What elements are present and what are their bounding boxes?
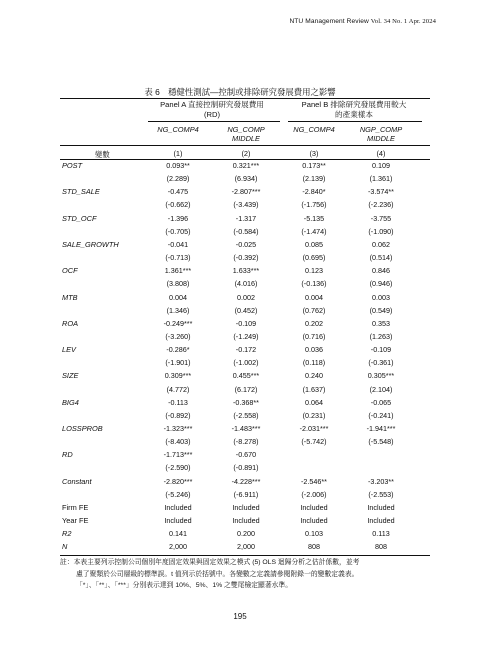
summary-cell: 0.141 <box>169 529 187 539</box>
coefficient-cell: -0.025 <box>235 239 257 249</box>
variable-name: LOSSPROB <box>62 424 103 433</box>
header-rule <box>60 145 430 146</box>
variable-name: Firm FE <box>62 502 89 512</box>
variable-name: MTB <box>62 292 78 302</box>
coefficient-cell: -3.574** <box>368 187 394 197</box>
coefficient-cell: -0.065 <box>370 397 392 407</box>
panel-a-line2: (RD) <box>203 109 221 119</box>
coefficient-cell: -0.368** <box>233 397 259 407</box>
t-value-cell: (-0.361) <box>368 358 394 368</box>
variable-name: BIG4 <box>62 397 79 407</box>
t-value-cell: (6.934) <box>234 174 258 184</box>
coefficient-cell: -1.483*** <box>231 424 261 433</box>
t-value-cell: (2.139) <box>302 174 326 184</box>
journal-volume: Vol. 34 No. 1 Apr. 2024 <box>370 18 436 25</box>
running-header <box>289 18 436 25</box>
variable-name: Year FE <box>62 516 89 526</box>
t-value-cell: (-2.558) <box>233 410 259 420</box>
t-value-cell: (-5.742) <box>301 437 327 447</box>
t-value-cell: (0.695) <box>302 253 326 263</box>
t-value-cell: (-1.249) <box>233 331 259 341</box>
t-value-cell: (0.716) <box>302 331 326 341</box>
t-value-cell: (-1.002) <box>233 358 259 368</box>
coefficient-cell: 0.173** <box>302 161 326 170</box>
coefficient-cell: -3.203** <box>368 476 394 486</box>
variable-name: ROA <box>62 318 79 328</box>
coefficient-cell: -1.941*** <box>366 424 396 433</box>
t-value-cell: (-1.090) <box>368 226 394 236</box>
summary-cell: Included <box>232 516 260 526</box>
coefficient-cell: -1.317 <box>235 213 257 223</box>
variable-name: N <box>62 542 68 552</box>
t-value-cell: (4.016) <box>234 279 258 289</box>
t-value-cell: (-0.713) <box>165 253 191 263</box>
coefficient-cell: 0.004 <box>305 292 323 302</box>
coefficient-cell: -2.820*** <box>163 476 193 486</box>
t-value-cell: (-5.548) <box>368 437 394 447</box>
summary-cell: Included <box>300 516 328 526</box>
coefficient-cell: -0.249*** <box>163 318 193 328</box>
panel-b-line1: Panel B 排除研究發展費用較大 <box>301 100 407 109</box>
coefficient-cell: 0.309*** <box>164 371 192 381</box>
variable-name: RD <box>62 450 73 460</box>
variable-name: LEV <box>62 345 76 355</box>
coefficient-cell: 0.353 <box>372 318 390 328</box>
panel-b-line2: 的產業樣本 <box>335 109 373 119</box>
coefficient-cell: 0.064 <box>305 397 323 407</box>
summary-cell: 0.103 <box>305 529 323 539</box>
t-value-cell: (4.772) <box>166 384 190 394</box>
coefficient-cell: 0.123 <box>305 266 323 276</box>
summary-cell: Included <box>300 502 328 512</box>
t-value-cell: (-3.439) <box>233 200 259 210</box>
coefficient-cell: -3.755 <box>370 213 392 223</box>
t-value-cell: (-2.553) <box>368 489 394 499</box>
t-value-cell: (-0.705) <box>165 226 191 236</box>
summary-cell: 808 <box>308 542 320 552</box>
t-value-cell: (-2.590) <box>165 463 191 473</box>
coefficient-cell: 1.633*** <box>232 266 260 276</box>
table-note <box>60 557 432 592</box>
coefficient-cell: -2.031*** <box>299 424 329 433</box>
variable-name: POST <box>62 161 83 170</box>
bottom-rule <box>60 555 430 556</box>
t-value-cell: (-1.474) <box>301 226 327 236</box>
variable-name: SIZE <box>62 371 79 381</box>
t-value-cell: (-0.136) <box>301 279 327 289</box>
t-value-cell: (-8.278) <box>233 437 259 447</box>
t-value-cell: (0.549) <box>369 305 393 315</box>
variable-name: SALE_GROWTH <box>62 239 119 249</box>
col-head-3-line1: NG_COMP4 <box>293 125 335 134</box>
coefficient-cell: -0.286* <box>166 345 190 355</box>
col-head-1 <box>143 125 213 134</box>
top-rule <box>60 98 430 99</box>
panel-a-line1: Panel A 直接控制研究發展費用 <box>160 100 264 109</box>
coefficient-cell: -0.113 <box>168 397 188 407</box>
t-value-cell: (-0.241) <box>368 410 394 420</box>
summary-cell: 2,000 <box>237 542 255 552</box>
coefficient-cell: 0.085 <box>305 239 323 249</box>
coefficient-cell: -4.228*** <box>231 476 261 486</box>
coefficient-cell: 0.003 <box>372 292 390 302</box>
note-line-2: 慮了聚類於公司層級的標準誤。t 值列示於括號中。各變數之定義請參閱附錄一的變數定義表。 <box>76 570 359 578</box>
coefficient-cell: 0.240 <box>305 371 323 381</box>
coefficient-cell: -2.546** <box>301 476 327 486</box>
t-value-cell: (-0.584) <box>233 226 259 236</box>
coefficient-cell: 0.455*** <box>232 371 260 381</box>
t-value-cell: (0.762) <box>302 305 326 315</box>
col-head-3 <box>279 125 349 134</box>
t-value-cell: (2.104) <box>369 384 393 394</box>
variable-name: STD_OCF <box>62 213 97 223</box>
table-caption: 表 6 穩健性測試—控制或排除研究發展費用之影響 <box>144 87 336 97</box>
t-value-cell: (-0.892) <box>165 410 191 420</box>
coefficient-cell: -0.109 <box>370 345 392 355</box>
t-value-cell: (-1.756) <box>301 200 327 210</box>
panel-b-header <box>284 100 424 119</box>
variable-column-header: 變數 <box>95 150 110 159</box>
t-value-cell: (-8.403) <box>165 437 191 447</box>
coefficient-cell: 0.321*** <box>232 161 260 170</box>
t-value-cell: (-0.891) <box>233 463 259 473</box>
coefficient-cell: 0.062 <box>372 239 390 249</box>
col-num-3: (3) <box>309 149 319 158</box>
coefficient-cell: -1.713*** <box>163 450 193 460</box>
col-num-2: (2) <box>241 149 251 158</box>
panel-a-underline <box>148 121 280 122</box>
summary-cell: Included <box>164 516 192 526</box>
t-value-cell: (-2.236) <box>368 200 394 210</box>
summary-cell: Included <box>367 516 395 526</box>
t-value-cell: (1.361) <box>369 174 393 184</box>
summary-cell: 0.200 <box>237 529 255 539</box>
t-value-cell: (-5.246) <box>165 489 191 499</box>
coefficient-cell: 0.305*** <box>367 371 395 381</box>
panel-a-header <box>142 100 282 119</box>
note-line-3: 「*」、「**」、「***」分別表示達到 10%、5%、1% 之雙尾檢定顯著水準。 <box>76 582 293 590</box>
summary-cell: Included <box>367 502 395 512</box>
col-head-2-line1: NG_COMP <box>227 125 265 134</box>
t-value-cell: (1.637) <box>302 384 326 394</box>
variable-name: Constant <box>62 476 92 486</box>
col-head-4-line2: MIDDLE <box>367 134 395 144</box>
t-value-cell: (0.452) <box>234 305 258 315</box>
t-value-cell: (-0.392) <box>233 253 259 263</box>
t-value-cell: (2.289) <box>166 174 190 184</box>
summary-cell: Included <box>164 502 192 512</box>
col-head-1-line1: NG_COMP4 <box>157 125 199 134</box>
col-num-4: (4) <box>376 149 386 158</box>
coefficient-cell: -2.807*** <box>231 187 261 197</box>
variable-name: STD_SALE <box>62 187 100 197</box>
sub-header-rule <box>60 159 430 160</box>
summary-cell: 0.113 <box>372 529 390 539</box>
coefficient-cell: 1.361*** <box>164 266 192 276</box>
page-number: 195 <box>233 612 247 621</box>
coefficient-cell: 0.004 <box>169 292 187 302</box>
variable-name: R2 <box>62 529 72 539</box>
coefficient-cell: -0.109 <box>235 318 257 328</box>
t-value-cell: (0.231) <box>302 410 326 420</box>
summary-cell: 2,000 <box>169 542 187 552</box>
t-value-cell: (6.172) <box>234 384 258 394</box>
coefficient-cell: 0.846 <box>372 266 390 276</box>
col-head-4 <box>346 125 416 143</box>
coefficient-cell: -0.041 <box>167 239 189 249</box>
coefficient-cell: -5.135 <box>303 213 325 223</box>
variable-name: OCF <box>62 266 78 276</box>
t-value-cell: (-1.901) <box>165 358 191 368</box>
t-value-cell: (-6.911) <box>233 489 259 499</box>
coefficient-cell: 0.093** <box>166 161 190 170</box>
panel-b-underline <box>288 121 422 122</box>
col-head-4-line1: NGP_COMP <box>359 125 403 134</box>
coefficient-cell: -1.323*** <box>163 424 193 433</box>
coefficient-cell: 0.036 <box>305 345 323 355</box>
col-head-2 <box>211 125 281 143</box>
t-value-cell: (0.946) <box>369 279 393 289</box>
t-value-cell: (1.263) <box>369 331 393 341</box>
summary-cell: Included <box>232 502 260 512</box>
coefficient-cell: -0.475 <box>167 187 189 197</box>
coefficient-cell: -1.396 <box>167 213 189 223</box>
coefficient-cell: 0.202 <box>305 318 323 328</box>
t-value-cell: (0.514) <box>369 253 393 263</box>
t-value-cell: (0.118) <box>302 358 326 368</box>
note-line-1: 註：本表主要列示控制公司個別年度固定效果與固定效果之模式 (5) OLS 迴歸分析之估計係數，並考 <box>60 559 360 566</box>
col-num-1: (1) <box>173 149 183 158</box>
journal-name: NTU Management Review <box>289 18 369 25</box>
coefficient-cell: 0.109 <box>372 161 390 170</box>
col-head-2-line2: MIDDLE <box>232 134 260 144</box>
coefficient-cell: -0.172 <box>235 345 257 355</box>
t-value-cell: (1.346) <box>166 305 190 315</box>
coefficient-cell: -0.670 <box>235 450 257 460</box>
coefficient-cell: 0.002 <box>237 292 255 302</box>
t-value-cell: (-0.662) <box>165 200 191 210</box>
summary-cell: 808 <box>375 542 387 552</box>
t-value-cell: (3.808) <box>166 279 190 289</box>
t-value-cell: (-2.006) <box>301 489 327 499</box>
t-value-cell: (-3.260) <box>165 331 191 341</box>
coefficient-cell: -2.840* <box>302 187 326 197</box>
